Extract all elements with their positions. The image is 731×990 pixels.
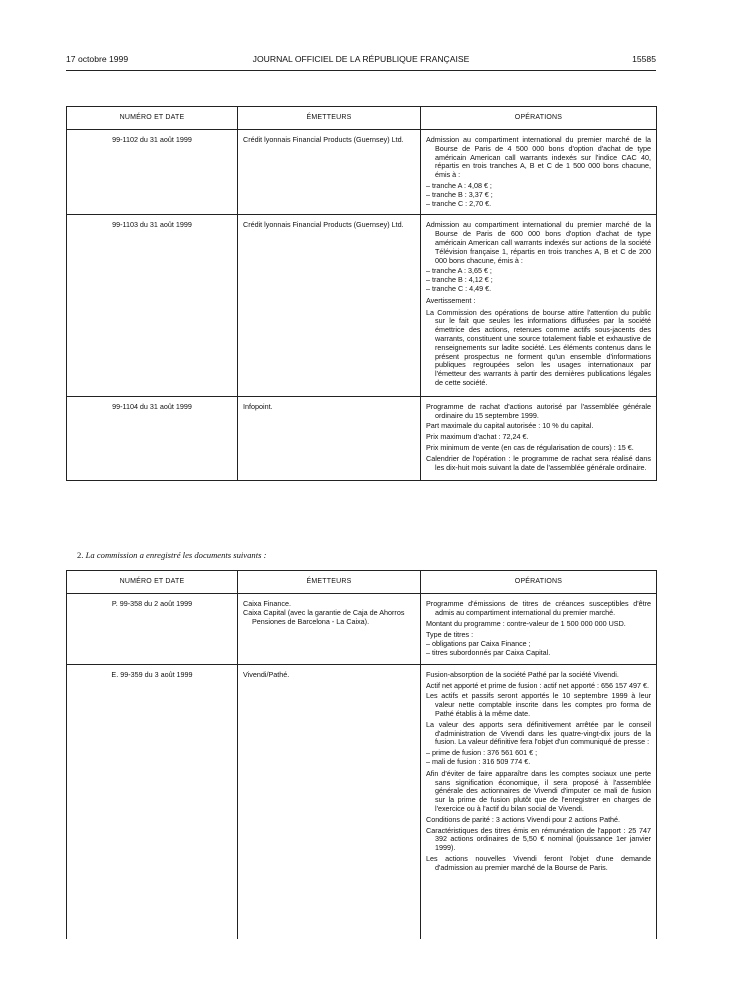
row-number-date: 99-1102 du 31 août 1999 [67, 130, 238, 215]
section-title-text: La commission a enregistré les documents suivants : [85, 550, 267, 560]
row-issuer [238, 664, 421, 939]
operation-bullet: – tranche B : 4,12 € ; [426, 275, 493, 285]
operations-table-2 [66, 570, 657, 939]
column-header-issuers: ÉMETTEURS [238, 571, 421, 594]
operation-paragraph: Calendrier de l'opération : le programme de rachat sera réalisé dans les dix-huit mois suivant la date de l'assemblée générale ordinaire. [426, 453, 651, 472]
operation-bullet: – titres subordonnés par Caixa Capital. [426, 647, 551, 657]
column-header-num: NUMÉRO ET DATE [67, 571, 238, 594]
column-header-num: NUMÉRO ET DATE [67, 107, 238, 130]
operation-bullet: – tranche B : 3,37 € ; [426, 189, 493, 199]
operation-bullet: – tranche A : 4,08 € ; [426, 180, 492, 190]
column-header-operations: OPÉRATIONS [421, 107, 657, 130]
operation-bullet: – tranche C : 2,70 €. [426, 198, 492, 208]
row-issuer [238, 130, 421, 215]
operation-bullet: – tranche C : 4,49 €. [426, 283, 492, 293]
row-number-date: 99-1103 du 31 août 1999 [67, 215, 238, 396]
row-operations [421, 215, 657, 396]
operation-paragraph: Fusion-absorption de la société Pathé par la société Vivendi. [426, 669, 619, 679]
table-header-row [67, 107, 657, 130]
operation-paragraph: Admission au compartiment international du premier marché de la Bourse de Paris de 600 000 bons d'option d'achat de type américain American call warrants indexés sur actions de la société Télévision française 1, répartis en trois tranches A, B et C de 200 000 bons chacune, émis à : [426, 220, 651, 265]
page-number: 15585 [632, 54, 656, 64]
operations-table-1 [66, 106, 657, 481]
table-row [67, 664, 657, 939]
warning-heading: Avertissement : [426, 295, 476, 305]
issuer-line: Vivendi/Pathé. [243, 669, 290, 679]
row-number-date: P. 99-358 du 2 août 1999 [67, 594, 238, 665]
operation-paragraph: Programme de rachat d'actions autorisé par l'assemblée générale ordinaire du 15 septembre 1999. [426, 401, 651, 420]
operation-paragraph: Programme d'émissions de titres de créances susceptibles d'être admis au compartiment international du premier marché. [426, 599, 651, 617]
row-issuer [238, 396, 421, 481]
table-row [67, 594, 657, 665]
column-header-issuers: ÉMETTEURS [238, 107, 421, 130]
operation-paragraph: Les actions nouvelles Vivendi feront l'objet d'une demande d'admission au premier marché de la Bourse de Paris. [426, 853, 651, 872]
row-number-date: 99-1104 du 31 août 1999 [67, 396, 238, 481]
operation-paragraph: Prix minimum de vente (en cas de régularisation de cours) : 15 €. [426, 442, 634, 452]
operation-paragraph: Afin d'éviter de faire apparaître dans les comptes sociaux une perte sans signification économique, il sera proposé à l'assemblée générale des actionnaires de Vivendi d'imputer ce mali de fusion sur la prime de fusion plutôt que de l'enregistrer en charges de l'exercice ou à l'actif du bilan social de Vivendi. [426, 768, 651, 813]
row-issuer [238, 215, 421, 396]
operation-bullet: – tranche A : 3,65 € ; [426, 266, 492, 276]
operation-bullet: – mali de fusion : 316 509 774 €. [426, 756, 531, 766]
warning-paragraph: La Commission des opérations de bourse attire l'attention du public sur le fait que seules les informations diffusées par la société émettrice des actions, retenues comme actifs sous-jacents des warrants, constituent une source totalement fiable et exhaustive de renseignements sur ladite société. Les éléments contenus dans le présent prospectus ne forment qu'un ensemble d'informations publiques regroupées selon les usages internationaux par l'émetteur des warrants à partir des dernières publications légales de cette société. [426, 307, 651, 387]
operation-paragraph: Prix maximum d'achat : 72,24 €. [426, 432, 529, 442]
issuer-line: Caixa Capital (avec la garantie de Caja de Ahorros Pensiones de Barcelona - La Caixa). [243, 607, 405, 626]
row-operations [421, 396, 657, 481]
issuer-line: Caixa Finance. [243, 599, 291, 608]
header-date: 17 octobre 1999 [66, 54, 129, 64]
operation-paragraph: Part maximale du capital autorisée : 10 % du capital. [426, 421, 594, 431]
issuer-line: Infopoint. [243, 401, 273, 411]
row-operations [421, 594, 657, 665]
operation-paragraph: Admission au compartiment international du premier marché de la Bourse de Paris de 4 500 000 bons d'option d'achat de type américain American call warrants indexés sur l'indice CAC 40, répartis en trois tranches A, B et C de 1 500 000 bons chacune, émis à : [426, 135, 651, 180]
table-row [67, 396, 657, 481]
table-row [67, 130, 657, 215]
section-number: 2. [77, 550, 84, 560]
column-header-operations: OPÉRATIONS [421, 571, 657, 594]
issuer-line: Crédit lyonnais Financial Products (Guernsey) Ltd. [243, 135, 404, 144]
operation-paragraph: Caractéristiques des titres émis en rémunération de l'apport : 25 747 392 actions ordinaires de 5,50 € nominal (jouissance 1er janvier 1999). [426, 825, 651, 853]
issuer-line: Crédit lyonnais Financial Products (Guernsey) Ltd. [243, 220, 404, 230]
section-title [77, 550, 266, 560]
operation-bullet: – obligations par Caixa Finance ; [426, 639, 531, 649]
table-header-row [67, 571, 657, 594]
operation-paragraph: Montant du programme : contre-valeur de 1 500 000 000 USD. [426, 618, 626, 628]
page-header [66, 54, 656, 68]
operation-paragraph: Les actifs et passifs seront apportés le 10 septembre 1999 à leur valeur nette comptable inscrite dans les comptes pro forma de Pathé établis à la même date. [426, 691, 651, 718]
row-operations [421, 664, 657, 939]
operation-bullet: – prime de fusion : 376 561 601 € ; [426, 748, 538, 758]
operation-paragraph: Actif net apporté et prime de fusion : actif net apporté : 656 157 497 €. [426, 680, 649, 690]
journal-title: JOURNAL OFFICIEL DE LA RÉPUBLIQUE FRANÇAISE [252, 54, 470, 64]
operation-heading: Type de titres : [426, 630, 474, 640]
header-divider [66, 70, 656, 71]
row-issuer [238, 594, 421, 665]
operation-paragraph: Conditions de parité : 3 actions Vivendi pour 2 actions Pathé. [426, 814, 621, 824]
table-row [67, 215, 657, 396]
row-number-date: E. 99-359 du 3 août 1999 [67, 664, 238, 939]
row-operations [421, 130, 657, 215]
operation-paragraph: La valeur des apports sera définitivement arrêtée par le conseil d'administration de Vivendi dans les quatre-vingt-dix jours de la fusion. La valeur définitive fera l'objet d'un communiqué de presse : [426, 719, 651, 747]
